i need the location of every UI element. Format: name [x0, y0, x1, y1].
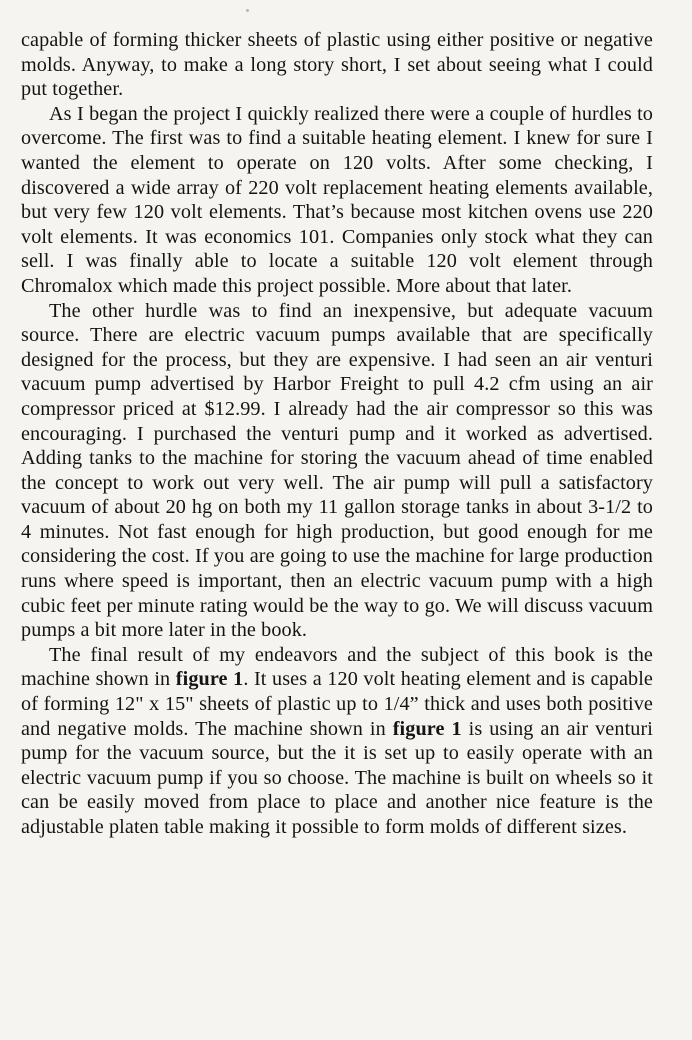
paragraph-heating-element: As I began the project I quickly realized there were a couple of hurdles to overcome. The first was to find a suitable heating element. I knew for sure I wanted the element to operate on 120 volts. After some checking, I discovered a wide array of 220 volt replacement heating elements available, but very few 120 volt elements. That’s because most kitchen ovens use 220 volt elements. It was economics 101. Companies only stock what they can sell. I was finally able to locate a suitable 120 volt element through Chromalox which made this project possible. More about that later.: [21, 102, 653, 297]
scan-speck: [246, 9, 249, 12]
final-result-text-part-3: is using an air venturi pump for the vacuum source, but the it is set up to easily operate with an electric vacuum pump if you so choose. The machine is built on wheels so it can be easily moved from place to place and another nice feature is the adjustable platen table making it possible to form molds of different sizes.: [21, 717, 653, 838]
figure-reference: figure 1: [392, 717, 462, 740]
paragraph-continuation: capable of forming thicker sheets of plastic using either positive or negative molds. Anyway, to make a long story short, I set about seeing what I could put together.: [21, 29, 653, 101]
final-result-text-part-2: . It uses a 120 volt heating element and is capable of forming 12" x 15" sheets of plastic up to 1/4” thick and uses both positive and negative molds. The machine shown in: [21, 668, 653, 740]
final-result-text-part-1: The final result of my endeavors and the subject of this book is the machine shown in: [21, 643, 653, 691]
paragraph-final-result: [21, 643, 653, 840]
figure-reference: figure 1: [175, 668, 244, 691]
paragraph-vacuum-source: The other hurdle was to find an inexpensive, but adequate vacuum source. There are electric vacuum pumps available that are specifically designed for the process, but they are expensive. I had seen an air venturi vacuum pump advertised by Harbor Freight to pull 4.2 cfm using an air compressor priced at $12.99. I already had the air compressor so this was encouraging. I purchased the venturi pump and it worked as advertised. Adding tanks to the machine for storing the vacuum ahead of time enabled the concept to work out very well. The air pump will pull a satisfactory vacuum of about 20 hg on both my 11 gallon storage tanks in about 3-1/2 to 4 minutes. Not fast enough for high production, but good enough for me considering the cost. If you are going to use the machine for large production runs where speed is important, then an electric vacuum pump with a high cubic feet per minute rating would be the way to go. We will discuss vacuum pumps a bit more later in the book.: [21, 299, 653, 642]
page-body-text: [21, 28, 653, 840]
